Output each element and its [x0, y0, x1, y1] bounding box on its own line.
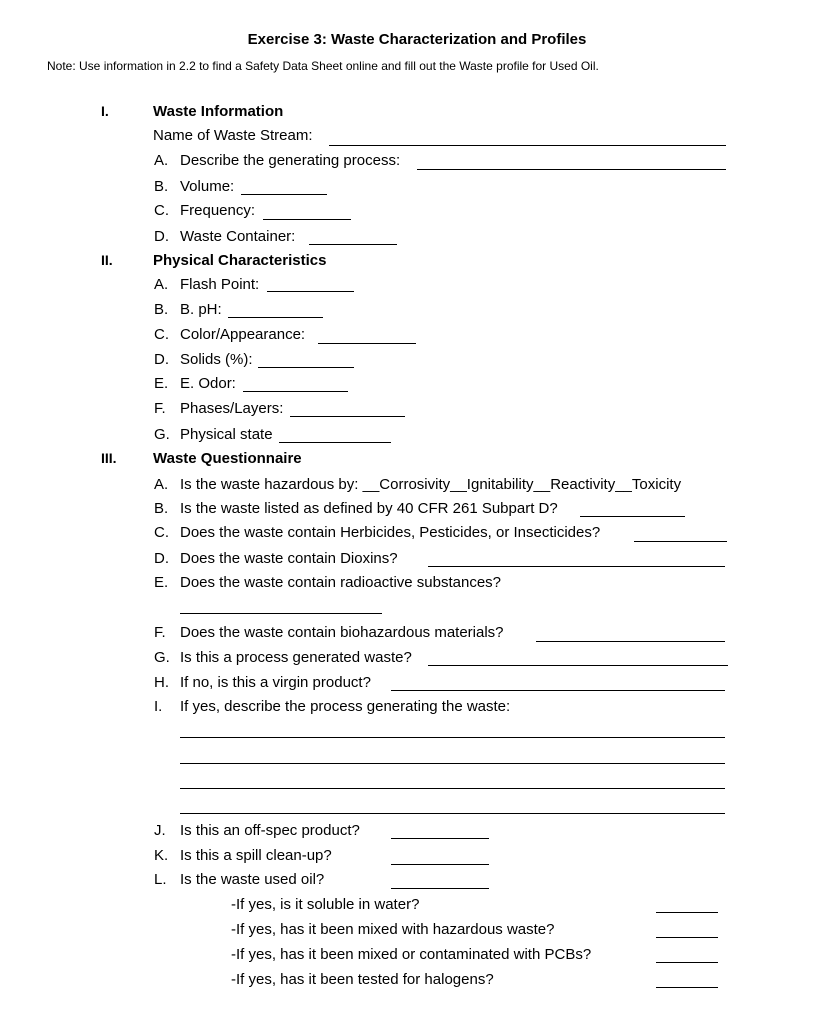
s3-item-l-letter: L. [154, 871, 167, 888]
s2-item-f-text: Phases/Layers: [180, 400, 284, 417]
ph-blank[interactable] [228, 317, 323, 318]
s2-item-e-text: E. Odor: [180, 375, 236, 392]
off-spec-blank[interactable] [391, 838, 489, 839]
s3-item-g-letter: G. [154, 649, 170, 666]
s3-item-a-text: Is the waste hazardous by: __Corrosivity__Ignitability__Reactivity__Toxicity [180, 476, 682, 493]
used-oil-blank[interactable] [391, 888, 489, 889]
flash-point-blank[interactable] [267, 291, 354, 292]
color-appearance-blank[interactable] [318, 343, 416, 344]
s3-item-g-text: Is this a process generated waste? [180, 649, 412, 666]
s3-item-i-text: If yes, describe the process generating the waste: [180, 698, 511, 715]
s3-item-a-letter: A. [154, 476, 169, 493]
s1-item-a-text: Describe the generating process: [180, 152, 401, 169]
s1-item-b-text: Volume: [180, 178, 235, 195]
pcbs-question: -If yes, has it been mixed or contaminated with PCBs? [231, 946, 592, 963]
radioactive-blank[interactable] [180, 613, 382, 614]
s1-item-c-text: Frequency: [180, 202, 256, 219]
mixed-hazardous-question: -If yes, has it been mixed with hazardous waste? [231, 921, 555, 938]
s3-item-l-text: Is the waste used oil? [180, 871, 325, 888]
process-description-line-3[interactable] [180, 788, 725, 789]
s3-item-b-text: Is the waste listed as defined by 40 CFR 261 Subpart D? [180, 500, 558, 517]
s2-item-c-letter: C. [154, 326, 169, 343]
s3-item-k-text: Is this a spill clean-up? [180, 847, 332, 864]
s1-item-a-letter: A. [154, 152, 169, 169]
pcbs-blank[interactable] [656, 962, 718, 963]
s3-item-e-text: Does the waste contain radioactive substances? [180, 574, 502, 591]
volume-blank[interactable] [241, 194, 327, 195]
section-3-numeral: III. [101, 450, 117, 466]
mixed-hazardous-blank[interactable] [656, 937, 718, 938]
s2-item-g-text: Physical state [180, 426, 273, 443]
s2-item-f-letter: F. [154, 400, 166, 417]
s3-item-e-letter: E. [154, 574, 169, 591]
physical-state-blank[interactable] [279, 442, 391, 443]
s3-item-k-letter: K. [154, 847, 169, 864]
halogens-question: -If yes, has it been tested for halogens? [231, 971, 494, 988]
instruction-note: Note: Use information in 2.2 to find a Safety Data Sheet online and fill out the Waste profile for Used Oil. [47, 59, 599, 73]
virgin-product-blank[interactable] [391, 690, 725, 691]
s2-item-b-letter: B. [154, 301, 169, 318]
section-1-numeral: I. [101, 103, 109, 119]
s3-item-h-letter: H. [154, 674, 169, 691]
s2-item-e-letter: E. [154, 375, 169, 392]
s2-item-c-text: Color/Appearance: [180, 326, 306, 343]
herbicides-blank[interactable] [634, 541, 727, 542]
biohazardous-blank[interactable] [536, 641, 725, 642]
dioxins-blank[interactable] [428, 566, 725, 567]
s3-item-i-letter: I. [154, 698, 163, 715]
soluble-in-water-blank[interactable] [656, 912, 718, 913]
waste-stream-name-blank[interactable] [329, 145, 726, 146]
section-2-heading: Physical Characteristics [153, 252, 327, 269]
s1-item-b-letter: B. [154, 178, 169, 195]
solids-blank[interactable] [258, 367, 354, 368]
s2-item-a-letter: A. [154, 276, 169, 293]
section-1-heading: Waste Information [153, 103, 284, 120]
s3-item-f-letter: F. [154, 624, 166, 641]
odor-blank[interactable] [243, 391, 348, 392]
phases-layers-blank[interactable] [290, 416, 405, 417]
s3-item-b-letter: B. [154, 500, 169, 517]
soluble-in-water-question: -If yes, is it soluble in water? [231, 896, 420, 913]
page-title: Exercise 3: Waste Characterization and Profiles [247, 31, 587, 48]
spill-cleanup-blank[interactable] [391, 864, 489, 865]
s1-item-c-letter: C. [154, 202, 169, 219]
process-description-line-4[interactable] [180, 813, 725, 814]
section-2-numeral: II. [101, 252, 113, 268]
process-description-line-2[interactable] [180, 763, 725, 764]
process-generated-blank[interactable] [428, 665, 728, 666]
s1-item-d-letter: D. [154, 228, 169, 245]
waste-container-blank[interactable] [309, 244, 397, 245]
halogens-blank[interactable] [656, 987, 718, 988]
frequency-blank[interactable] [263, 219, 351, 220]
section-3-heading: Waste Questionnaire [153, 450, 302, 467]
s2-item-d-text: Solids (%): [180, 351, 253, 368]
generating-process-blank[interactable] [417, 169, 726, 170]
process-description-line-1[interactable] [180, 737, 725, 738]
s3-item-c-letter: C. [154, 524, 169, 541]
s2-item-g-letter: G. [154, 426, 170, 443]
s3-item-d-text: Does the waste contain Dioxins? [180, 550, 398, 567]
s3-item-h-text: If no, is this a virgin product? [180, 674, 371, 691]
s2-item-d-letter: D. [154, 351, 169, 368]
s1-item-d-text: Waste Container: [180, 228, 296, 245]
s3-item-c-text: Does the waste contain Herbicides, Pesticides, or Insecticides? [180, 524, 601, 541]
waste-stream-name-label: Name of Waste Stream: [153, 127, 313, 144]
s3-item-j-letter: J. [154, 822, 166, 839]
s3-item-d-letter: D. [154, 550, 169, 567]
s3-item-f-text: Does the waste contain biohazardous materials? [180, 624, 504, 641]
s3-item-j-text: Is this an off-spec product? [180, 822, 360, 839]
s2-item-b-text: B. pH: [180, 301, 222, 318]
s2-item-a-text: Flash Point: [180, 276, 260, 293]
cfr-listed-blank[interactable] [580, 516, 685, 517]
